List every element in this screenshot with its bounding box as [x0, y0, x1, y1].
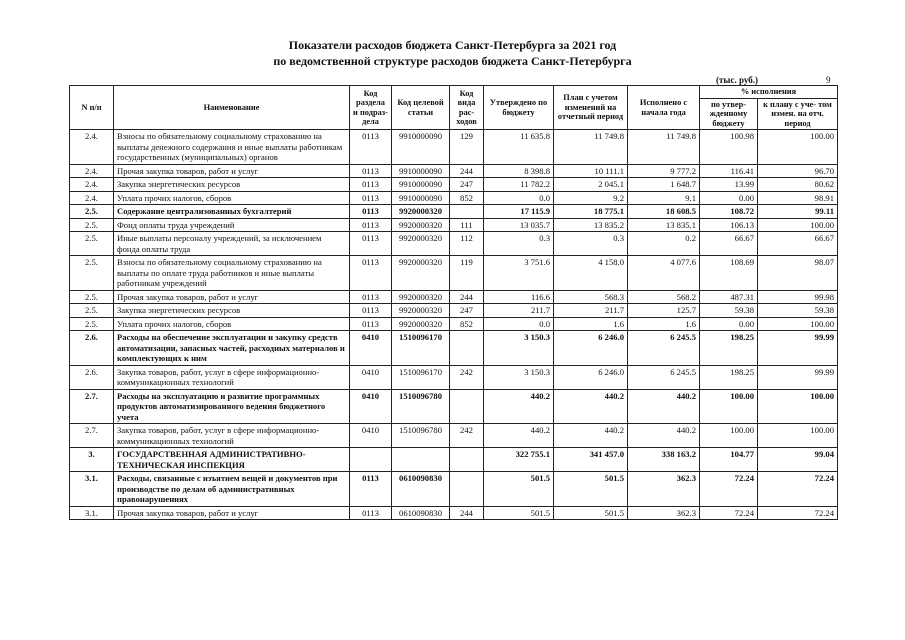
row-code-target: 1510096780	[392, 424, 450, 448]
row-code-target: 9920000320	[392, 256, 450, 291]
row-approved: 440.2	[484, 424, 554, 448]
header-code-type: Код вида рас- ходов	[450, 86, 484, 130]
row-code-section: 0113	[350, 191, 392, 205]
table-row	[70, 424, 838, 448]
row-num: 3.1.	[70, 506, 114, 520]
row-num: 2.4.	[70, 178, 114, 192]
row-code-target: 9920000320	[392, 205, 450, 219]
row-code-section: 0113	[350, 472, 392, 507]
row-approved: 501.5	[484, 506, 554, 520]
row-num: 2.4.	[70, 164, 114, 178]
row-name: ГОСУДАРСТВЕННАЯ АДМИНИСТРАТИВНО-ТЕХНИЧЕСКАЯ ИНСПЕКЦИЯ	[114, 448, 350, 472]
table-row	[70, 472, 838, 507]
row-code-type: 111	[450, 218, 484, 232]
row-name: Расходы, связанные с изъятием вещей и документов при производстве по делам об административных правонарушениях	[114, 472, 350, 507]
row-pct-approved: 100.00	[700, 389, 758, 424]
row-executed: 9.1	[628, 191, 700, 205]
table-row	[70, 389, 838, 424]
row-code-section: 0113	[350, 218, 392, 232]
row-pct-approved: 72.24	[700, 472, 758, 507]
row-approved: 322 755.1	[484, 448, 554, 472]
row-num: 2.5.	[70, 232, 114, 256]
row-pct-plan: 99.04	[758, 448, 838, 472]
row-name: Прочая закупка товаров, работ и услуг	[114, 506, 350, 520]
row-pct-approved: 108.69	[700, 256, 758, 291]
row-executed: 440.2	[628, 389, 700, 424]
row-approved: 8 398.8	[484, 164, 554, 178]
header-approved: Утверждено по бюджету	[484, 86, 554, 130]
row-code-type: 247	[450, 304, 484, 318]
table-row	[70, 232, 838, 256]
row-code-target: 1510096170	[392, 365, 450, 389]
row-approved: 116.6	[484, 290, 554, 304]
table-row	[70, 365, 838, 389]
row-approved: 11 782.2	[484, 178, 554, 192]
row-pct-approved: 0.00	[700, 317, 758, 331]
row-plan: 10 111.1	[554, 164, 628, 178]
row-pct-plan: 100.00	[758, 424, 838, 448]
row-name: Взносы по обязательному социальному страхованию на выплаты по оплате труда работников и иные выплаты работникам учреждений	[114, 256, 350, 291]
row-name: Закупка энергетических ресурсов	[114, 178, 350, 192]
row-pct-approved: 198.25	[700, 331, 758, 366]
row-plan: 2 045.1	[554, 178, 628, 192]
row-code-section: 0113	[350, 232, 392, 256]
row-approved: 3 150.3	[484, 331, 554, 366]
row-pct-approved: 13.99	[700, 178, 758, 192]
row-plan: 568.3	[554, 290, 628, 304]
row-approved: 440.2	[484, 389, 554, 424]
row-executed: 6 245.5	[628, 331, 700, 366]
row-code-section: 0113	[350, 205, 392, 219]
row-pct-plan: 59.38	[758, 304, 838, 318]
row-plan: 6 246.0	[554, 365, 628, 389]
row-code-type: 852	[450, 317, 484, 331]
row-pct-plan: 98.07	[758, 256, 838, 291]
row-code-section: 0410	[350, 389, 392, 424]
row-executed: 11 749.8	[628, 130, 700, 165]
row-plan: 501.5	[554, 506, 628, 520]
row-executed: 362.3	[628, 506, 700, 520]
row-plan: 211.7	[554, 304, 628, 318]
table-row	[70, 304, 838, 318]
table-row	[70, 205, 838, 219]
row-pct-plan: 99.11	[758, 205, 838, 219]
row-plan: 6 246.0	[554, 331, 628, 366]
row-pct-plan: 99.98	[758, 290, 838, 304]
row-plan: 440.2	[554, 424, 628, 448]
row-code-section: 0113	[350, 290, 392, 304]
row-code-target: 9910000090	[392, 164, 450, 178]
row-plan: 18 775.1	[554, 205, 628, 219]
row-code-section: 0410	[350, 365, 392, 389]
row-plan: 341 457.0	[554, 448, 628, 472]
row-executed: 1 648.7	[628, 178, 700, 192]
row-name: Фонд оплаты труда учреждений	[114, 218, 350, 232]
expenses-table	[69, 85, 838, 520]
row-pct-approved: 116.41	[700, 164, 758, 178]
row-approved: 0.3	[484, 232, 554, 256]
row-plan: 501.5	[554, 472, 628, 507]
row-code-section: 0113	[350, 506, 392, 520]
table-row	[70, 331, 838, 366]
row-executed: 1.6	[628, 317, 700, 331]
table-row	[70, 164, 838, 178]
row-pct-approved: 106.13	[700, 218, 758, 232]
table-row	[70, 218, 838, 232]
row-approved: 0.0	[484, 191, 554, 205]
row-num: 3.	[70, 448, 114, 472]
row-num: 2.5.	[70, 304, 114, 318]
row-pct-approved: 100.00	[700, 424, 758, 448]
row-name: Закупка товаров, работ, услуг в сфере информационно-коммуникационных технологий	[114, 424, 350, 448]
row-pct-approved: 66.67	[700, 232, 758, 256]
row-code-section: 0113	[350, 256, 392, 291]
row-code-type: 242	[450, 365, 484, 389]
row-code-target: 0610090830	[392, 506, 450, 520]
row-pct-plan: 96.70	[758, 164, 838, 178]
row-name: Содержание централизованных бухгалтерий	[114, 205, 350, 219]
row-plan: 0.3	[554, 232, 628, 256]
row-executed: 9 777.2	[628, 164, 700, 178]
row-pct-plan: 100.00	[758, 389, 838, 424]
row-code-section: 0113	[350, 178, 392, 192]
row-pct-approved: 104.77	[700, 448, 758, 472]
row-plan: 1.6	[554, 317, 628, 331]
row-approved: 211.7	[484, 304, 554, 318]
row-code-section: 0410	[350, 424, 392, 448]
row-code-section: 0113	[350, 130, 392, 165]
row-name: Закупка товаров, работ, услуг в сфере информационно-коммуникационных технологий	[114, 365, 350, 389]
row-pct-plan: 100.00	[758, 218, 838, 232]
row-executed: 4 077.6	[628, 256, 700, 291]
table-row	[70, 178, 838, 192]
table-row	[70, 191, 838, 205]
row-executed: 568.2	[628, 290, 700, 304]
row-pct-approved: 0.00	[700, 191, 758, 205]
row-code-type	[450, 448, 484, 472]
row-code-target: 1510096780	[392, 389, 450, 424]
row-code-target: 9920000320	[392, 290, 450, 304]
row-approved: 11 635.8	[484, 130, 554, 165]
header-code-target: Код целевой статьи	[392, 86, 450, 130]
table-row	[70, 256, 838, 291]
row-code-target: 9920000320	[392, 304, 450, 318]
row-code-target: 9910000090	[392, 130, 450, 165]
row-num: 2.5.	[70, 256, 114, 291]
header-pct-plan: к плану с уче- том измен. на отч. период	[758, 98, 838, 130]
row-name: Уплата прочих налогов, сборов	[114, 317, 350, 331]
row-pct-plan: 100.00	[758, 317, 838, 331]
row-executed: 13 835.1	[628, 218, 700, 232]
row-num: 2.5.	[70, 290, 114, 304]
row-plan: 440.2	[554, 389, 628, 424]
row-pct-approved: 72.24	[700, 506, 758, 520]
row-approved: 17 115.9	[484, 205, 554, 219]
row-code-type: 244	[450, 506, 484, 520]
row-executed: 125.7	[628, 304, 700, 318]
report-title-line2: по ведомственной структуре расходов бюджета Санкт-Петербурга	[273, 54, 632, 68]
row-approved: 3 751.6	[484, 256, 554, 291]
row-code-type: 242	[450, 424, 484, 448]
row-executed: 338 163.2	[628, 448, 700, 472]
row-code-type: 129	[450, 130, 484, 165]
row-executed: 18 608.5	[628, 205, 700, 219]
row-pct-approved: 59.38	[700, 304, 758, 318]
row-code-target: 0610090830	[392, 472, 450, 507]
row-executed: 6 245.5	[628, 365, 700, 389]
table-row	[70, 506, 838, 520]
row-code-section: 0410	[350, 331, 392, 366]
row-plan: 13 835.2	[554, 218, 628, 232]
table-row	[70, 317, 838, 331]
header-code-section: Код раздела и подраз- дела	[350, 86, 392, 130]
row-pct-plan: 80.62	[758, 178, 838, 192]
row-plan: 4 158.0	[554, 256, 628, 291]
header-num: N п/п	[70, 86, 114, 130]
row-num: 2.5.	[70, 218, 114, 232]
table-row	[70, 448, 838, 472]
row-num: 2.4.	[70, 130, 114, 165]
row-name: Уплата прочих налогов, сборов	[114, 191, 350, 205]
row-num: 2.6.	[70, 365, 114, 389]
row-plan: 9.2	[554, 191, 628, 205]
row-code-section: 0113	[350, 304, 392, 318]
row-num: 3.1.	[70, 472, 114, 507]
row-code-type	[450, 389, 484, 424]
header-plan: План с учетом изменений на отчетный период	[554, 86, 628, 130]
row-code-target: 9920000320	[392, 232, 450, 256]
row-name: Расходы на обеспечение эксплуатации и закупку средств автоматизации, запасных частей, расходных материалов и комплектующих к ним	[114, 331, 350, 366]
row-code-type: 247	[450, 178, 484, 192]
row-name: Иные выплаты персоналу учреждений, за исключением фонда оплаты труда	[114, 232, 350, 256]
header-pct: % исполнения	[700, 86, 838, 99]
row-code-section: 0113	[350, 317, 392, 331]
row-num: 2.7.	[70, 389, 114, 424]
row-code-type	[450, 205, 484, 219]
row-code-type	[450, 331, 484, 366]
row-name: Закупка энергетических ресурсов	[114, 304, 350, 318]
row-code-target: 9920000320	[392, 317, 450, 331]
unit-label: (тыс. руб.)	[716, 75, 758, 85]
row-approved: 0.0	[484, 317, 554, 331]
row-num: 2.5.	[70, 205, 114, 219]
report-title-line1: Показатели расходов бюджета Санкт-Петербурга за 2021 год	[288, 38, 617, 52]
row-code-section: 0113	[350, 164, 392, 178]
row-num: 2.7.	[70, 424, 114, 448]
row-approved: 3 150.3	[484, 365, 554, 389]
table-row	[70, 130, 838, 165]
row-name: Расходы на эксплуатацию и развитие программных продуктов автоматизированного ведения бюджетного учета	[114, 389, 350, 424]
header-pct-approved: по утвер- жденному бюджету	[700, 98, 758, 130]
row-pct-plan: 99.99	[758, 365, 838, 389]
row-code-target: 9910000090	[392, 178, 450, 192]
row-pct-plan: 98.91	[758, 191, 838, 205]
table-row	[70, 290, 838, 304]
row-name: Прочая закупка товаров, работ и услуг	[114, 290, 350, 304]
table-body	[70, 130, 838, 520]
row-executed: 0.2	[628, 232, 700, 256]
row-code-type: 244	[450, 164, 484, 178]
row-executed: 362.3	[628, 472, 700, 507]
row-code-type: 119	[450, 256, 484, 291]
row-num: 2.4.	[70, 191, 114, 205]
row-name: Взносы по обязательному социальному страхованию на выплаты денежного содержания и иные выплаты работникам государственных (муниципальных) органов	[114, 130, 350, 165]
row-executed: 440.2	[628, 424, 700, 448]
row-code-section	[350, 448, 392, 472]
row-code-target: 9910000090	[392, 191, 450, 205]
row-pct-approved: 100.98	[700, 130, 758, 165]
row-code-type: 852	[450, 191, 484, 205]
header-name: Наименование	[114, 86, 350, 130]
row-code-target	[392, 448, 450, 472]
row-code-type: 244	[450, 290, 484, 304]
row-pct-plan: 66.67	[758, 232, 838, 256]
row-pct-plan: 99.99	[758, 331, 838, 366]
row-code-target: 9920000320	[392, 218, 450, 232]
row-name: Прочая закупка товаров, работ и услуг	[114, 164, 350, 178]
row-pct-approved: 487.31	[700, 290, 758, 304]
row-plan: 11 749.8	[554, 130, 628, 165]
row-num: 2.5.	[70, 317, 114, 331]
row-num: 2.6.	[70, 331, 114, 366]
header-executed: Исполнено с начала года	[628, 86, 700, 130]
row-pct-plan: 72.24	[758, 472, 838, 507]
row-code-type	[450, 472, 484, 507]
row-code-target: 1510096170	[392, 331, 450, 366]
row-approved: 501.5	[484, 472, 554, 507]
row-pct-plan: 100.00	[758, 130, 838, 165]
table-header	[70, 86, 838, 130]
row-approved: 13 035.7	[484, 218, 554, 232]
row-pct-approved: 198.25	[700, 365, 758, 389]
row-code-type: 112	[450, 232, 484, 256]
row-pct-approved: 108.72	[700, 205, 758, 219]
page-number: 9	[826, 75, 831, 85]
row-pct-plan: 72.24	[758, 506, 838, 520]
